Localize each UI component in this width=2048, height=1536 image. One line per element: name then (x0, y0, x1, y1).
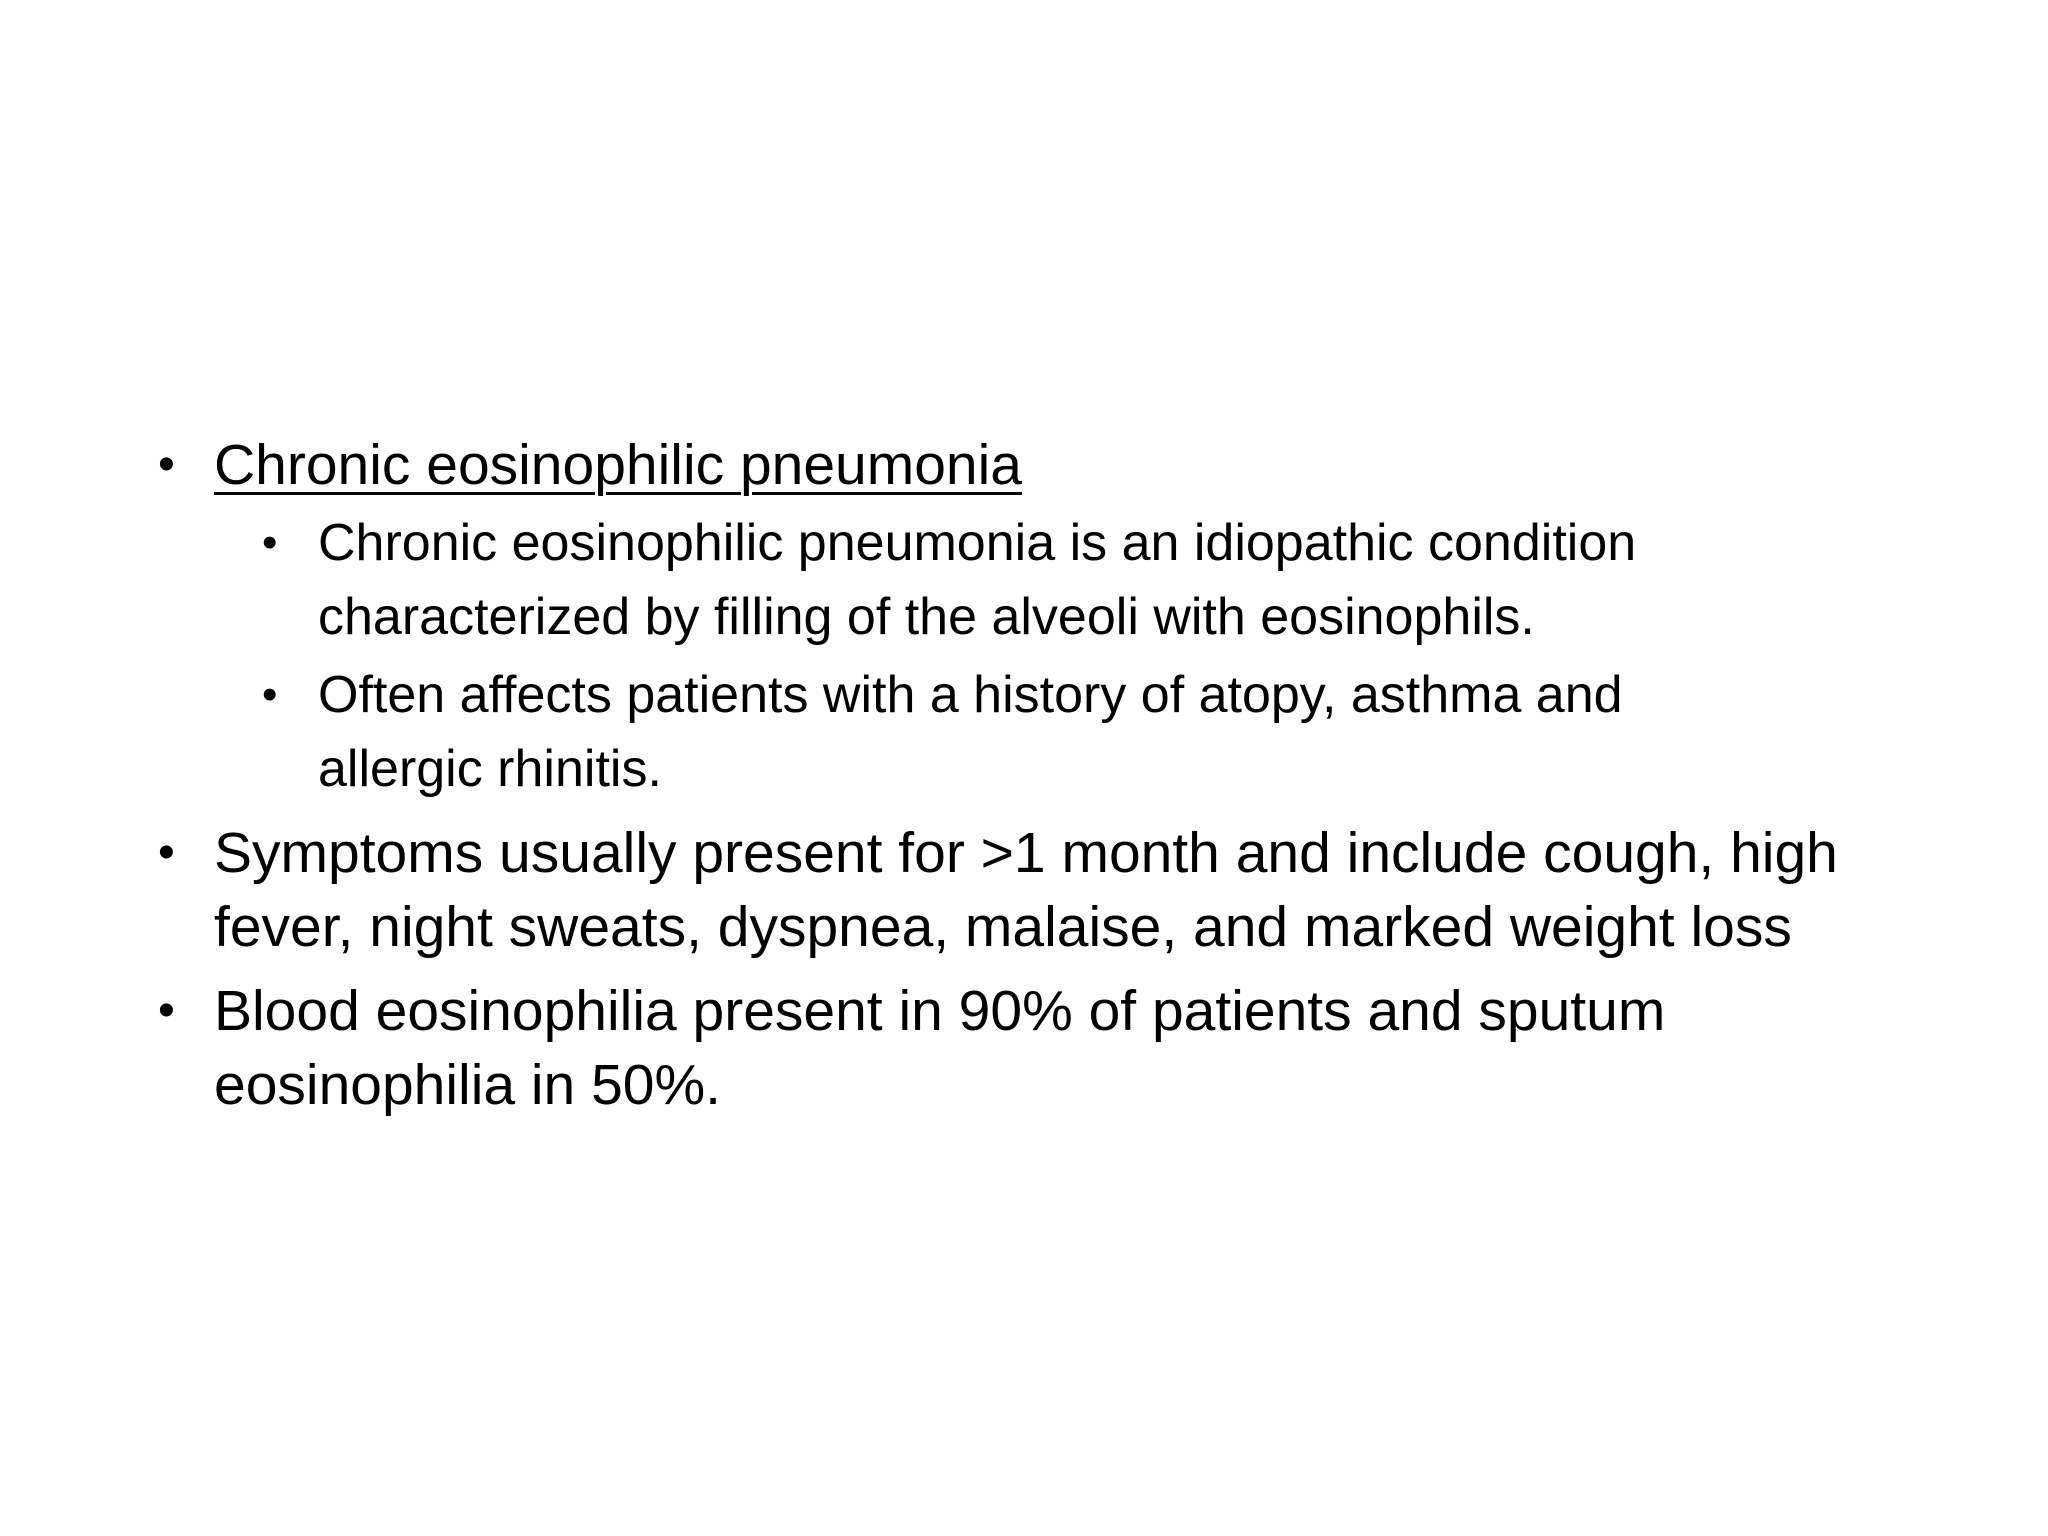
bullet-dot: • (158, 826, 175, 879)
heading-text: Chronic eosinophilic pneumonia (214, 433, 1022, 497)
sub-bullet-text: Often affects patients with a history of atopy, asthma and allergic rhinitis. (318, 666, 1623, 798)
sub-bullet-text: Chronic eosinophilic pneumonia is an idiopathic condition characterized by filling of the alveoli with eosinophils. (318, 514, 1637, 646)
bullet-eosinophilia (158, 974, 1918, 1122)
bullet-dot: • (158, 438, 175, 491)
slide-body (158, 428, 1918, 1122)
sub-bullet-2 (262, 658, 1918, 806)
sub-bullet-list (158, 506, 1918, 806)
bullet-dot: • (262, 670, 278, 719)
bullet-heading (158, 428, 1918, 502)
bullet-symptoms (158, 816, 1918, 964)
bullet-text: Symptoms usually present for >1 month and include cough, high fever, night sweats, dyspnea, malaise, and marked weight loss (214, 821, 1838, 959)
bullet-text: Blood eosinophilia present in 90% of patients and sputum eosinophilia in 50%. (214, 979, 1666, 1117)
sub-bullet-1 (262, 506, 1918, 654)
bullet-dot: • (158, 984, 175, 1037)
bullet-dot: • (262, 518, 278, 567)
